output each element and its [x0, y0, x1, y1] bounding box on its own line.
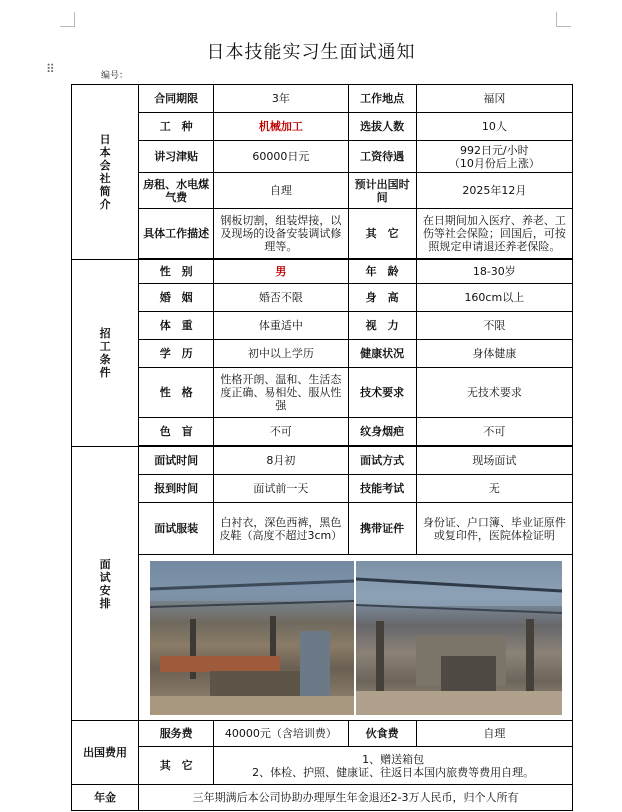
other-label: 其 它: [348, 209, 416, 259]
location-label: 工作地点: [348, 85, 416, 113]
count-value: 10人: [416, 113, 572, 141]
page-title: 日本技能实习生面试通知: [206, 42, 416, 63]
factory-photo-1: [150, 561, 354, 715]
meal-fee-value: 自理: [416, 721, 572, 747]
allowance-label: 讲习津贴: [139, 141, 214, 173]
job-value: 机械加工: [214, 113, 348, 141]
section-abroad: 出国费用: [72, 721, 139, 785]
allowance-value: 60000日元: [214, 141, 348, 173]
dress-label: 面试服装: [139, 503, 214, 555]
pension-value: 三年期满后本公司协助办理厚生年金退还2-3万人民币，归个人所有: [139, 785, 573, 811]
weight-label: 体 重: [139, 312, 214, 340]
section-interview: 面试安排: [72, 447, 139, 721]
meal-fee-label: 伙食费: [348, 721, 416, 747]
service-fee-value: 40000元（含培训费）: [214, 721, 348, 747]
count-label: 选拔人数: [348, 113, 416, 141]
serial-label: 编号：: [101, 71, 129, 81]
height-value: 160cm以上: [416, 284, 572, 312]
depart-label: 预计出国时间: [348, 173, 416, 209]
interview-method-value: 现场面试: [416, 447, 572, 475]
service-fee-label: 服务费: [139, 721, 214, 747]
report-time-value: 面试前一天: [214, 475, 348, 503]
docs-value: 身份证、户口簿、毕业证原件或复印件，医院体检证明: [416, 503, 572, 555]
skill-exam-value: 无: [416, 475, 572, 503]
tattoo-label: 纹身烟疤: [348, 418, 416, 446]
character-value: 性格开朗、温和、生活态度正确、易相处、服从性强: [214, 368, 348, 418]
depart-value: 2025年12月: [416, 173, 572, 209]
rent-value: 自理: [214, 173, 348, 209]
contract-label: 合同期限: [139, 85, 214, 113]
desc-value: 钢板切割，组装焊接，以及现场的设备安装调试修理等。: [214, 209, 348, 259]
interview-time-value: 8月初: [214, 447, 348, 475]
other-value: 在日期间加入医疗、养老、工伤等社会保险；回国后，可按照规定申请退还养老保险。: [416, 209, 572, 259]
colorblind-value: 不可: [214, 418, 348, 446]
skill-value: 无技术要求: [416, 368, 572, 418]
location-value: 福冈: [416, 85, 572, 113]
dress-value: 白衬衣，深色西裤，黑色皮鞋（高度不超过3cm）: [214, 503, 348, 555]
notice-table: [71, 84, 573, 811]
interview-method-label: 面试方式: [348, 447, 416, 475]
job-label: 工 种: [139, 113, 214, 141]
wage-value: 992日元/小时 （10月份后上涨）: [416, 141, 572, 173]
section-pension: 年金: [72, 785, 139, 811]
docs-label: 携带证件: [348, 503, 416, 555]
age-value: 18-30岁: [416, 260, 572, 284]
skill-exam-label: 技能考试: [348, 475, 416, 503]
abroad-other-value: 1、赠送箱包 2、体检、护照、健康证、往返日本国内旅费等费用自理。: [214, 747, 573, 785]
interview-time-label: 面试时间: [139, 447, 214, 475]
page-corner-mark: [60, 12, 75, 27]
abroad-other-label: 其 它: [139, 747, 214, 785]
marriage-value: 婚否不限: [214, 284, 348, 312]
contract-value: 3年: [214, 85, 348, 113]
colorblind-label: 色 盲: [139, 418, 214, 446]
marriage-label: 婚 姻: [139, 284, 214, 312]
health-value: 身体健康: [416, 340, 572, 368]
section-company: 日本会社简介: [72, 85, 139, 260]
health-label: 健康状况: [348, 340, 416, 368]
edu-value: 初中以上学历: [214, 340, 348, 368]
report-time-label: 报到时间: [139, 475, 214, 503]
section-recruit: 招工条件: [72, 260, 139, 447]
skill-label: 技术要求: [348, 368, 416, 418]
tattoo-value: 不可: [416, 418, 572, 446]
vision-label: 视 力: [348, 312, 416, 340]
rent-label: 房租、水电煤气费: [139, 173, 214, 209]
wage-label: 工资待遇: [348, 141, 416, 173]
factory-photo-2: [356, 561, 562, 715]
age-label: 年 龄: [348, 260, 416, 284]
desc-label: 具体工作描述: [139, 209, 214, 259]
table-move-handle-icon[interactable]: ⠿: [46, 62, 56, 76]
height-label: 身 高: [348, 284, 416, 312]
character-label: 性 格: [139, 368, 214, 418]
page-corner-mark: [556, 12, 571, 27]
gender-value: 男: [214, 260, 348, 284]
vision-value: 不限: [416, 312, 572, 340]
edu-label: 学 历: [139, 340, 214, 368]
gender-label: 性 别: [139, 260, 214, 284]
factory-photos: [139, 555, 573, 721]
weight-value: 体重适中: [214, 312, 348, 340]
